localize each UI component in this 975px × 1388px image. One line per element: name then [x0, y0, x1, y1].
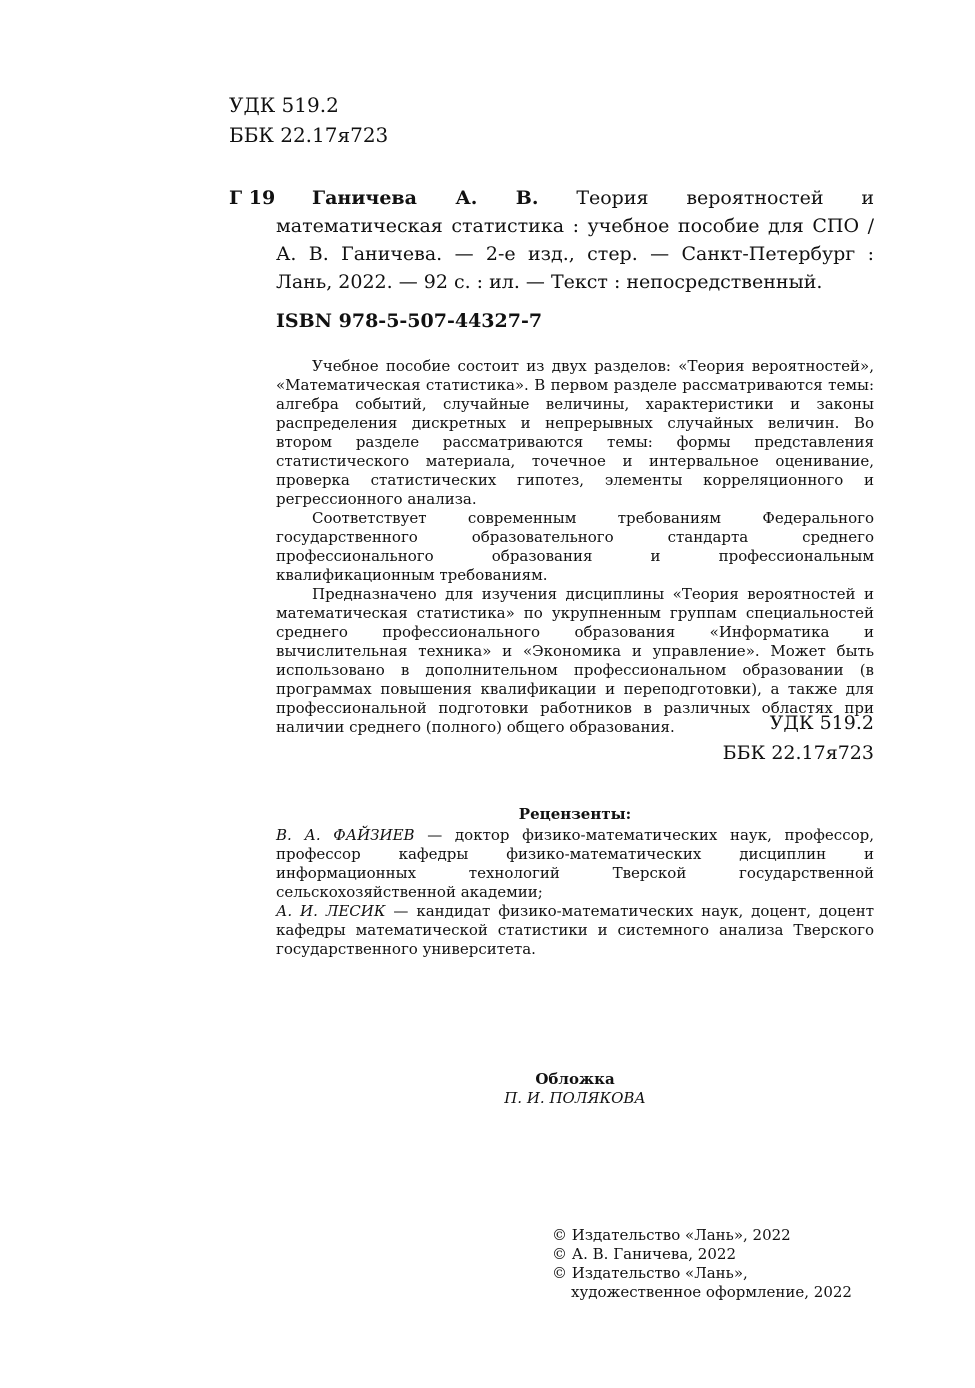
- cover-credit-title: Обложка: [535, 1070, 615, 1088]
- copyright-block: [552, 1226, 852, 1302]
- description-text: Теория вероятностей и математическая статистика : учебное пособие для СПО / А. В. Ганичева. — 2-е изд., стер. — Санкт-Петербург : Лань, 2022. — 92 с. : ил. — Текст : непосредственный.: [276, 187, 874, 293]
- reviewer-entry: [276, 826, 874, 902]
- bbk-code: ББК 22.17я723: [229, 123, 389, 147]
- classification-bottom: [723, 708, 874, 768]
- reviewer-credentials: — кандидат физико-математических наук, доцент, доцент кафедры математической статистики и системного анализа Тверского государственного университета.: [276, 902, 875, 958]
- copyright-line: © А. В. Ганичева, 2022: [552, 1245, 736, 1263]
- abstract-paragraph: Предназначено для изучения дисциплины «Теория вероятностей и математическая статистика» по укрупненным группам специальностей среднего профессионального образования «Информатика и вычислительная техника» и «Экономика и управление». Может быть использовано в дополнительном профессиональном образовании (в программах повышения квалификации и переподготовки), а также для профессиональной подготовки работников в различных областях при наличии среднего (полного) общего образования.: [276, 585, 874, 736]
- udk-code: УДК 519.2: [769, 712, 874, 734]
- reviewer-credentials: — доктор физико-математических наук, профессор, профессор кафедры физико-математических дисциплин и информационных технологий Тверской государственной сельскохозяйственной академии;: [276, 826, 874, 901]
- reviewers-title: Рецензенты:: [518, 805, 632, 823]
- catalog-record: [229, 184, 874, 296]
- copyright-line: © Издательство «Лань»,: [552, 1264, 748, 1282]
- abstract: [276, 357, 874, 737]
- copyright-line: © Издательство «Лань», 2022: [552, 1226, 791, 1244]
- reviewers: [276, 805, 874, 959]
- reviewer-entry: [276, 902, 874, 959]
- author-mark: Г 19: [229, 187, 276, 209]
- bibliographic-description: [276, 184, 874, 296]
- author-name: Ганичева А. В.: [312, 187, 539, 209]
- reviewer-name: А. И. ЛЕСИК: [276, 902, 386, 920]
- classification-top: [229, 90, 388, 150]
- abstract-paragraph: Учебное пособие состоит из двух разделов: «Теория вероятностей», «Математическая статистика». В первом разделе рассматриваются темы: алгебра событий, случайные величины, характеристики и законы распределения дискретных и непрерывных случайных величин. Во втором разделе рассматриваются темы: формы представления статистического материала, точечное и интервальное оценивание, проверка статистических гипотез, элементы корреляционного и регрессионного анализа.: [276, 357, 874, 508]
- cover-designer-name: П. И. ПОЛЯКОВА: [504, 1089, 646, 1107]
- bbk-code: ББК 22.17я723: [722, 742, 874, 764]
- abstract-paragraph: Соответствует современным требованиям Федерального государственного образовательного стандарта среднего профессионального образования и профессиональным квалификационным требованиям.: [276, 509, 874, 584]
- isbn: ISBN 978-5-507-44327-7: [276, 310, 543, 332]
- cover-credit: [276, 1070, 874, 1108]
- udk-code: УДК 519.2: [229, 93, 339, 117]
- reviewer-name: В. А. ФАЙЗИЕВ: [276, 826, 415, 844]
- copyright-line: художественное оформление, 2022: [571, 1283, 852, 1301]
